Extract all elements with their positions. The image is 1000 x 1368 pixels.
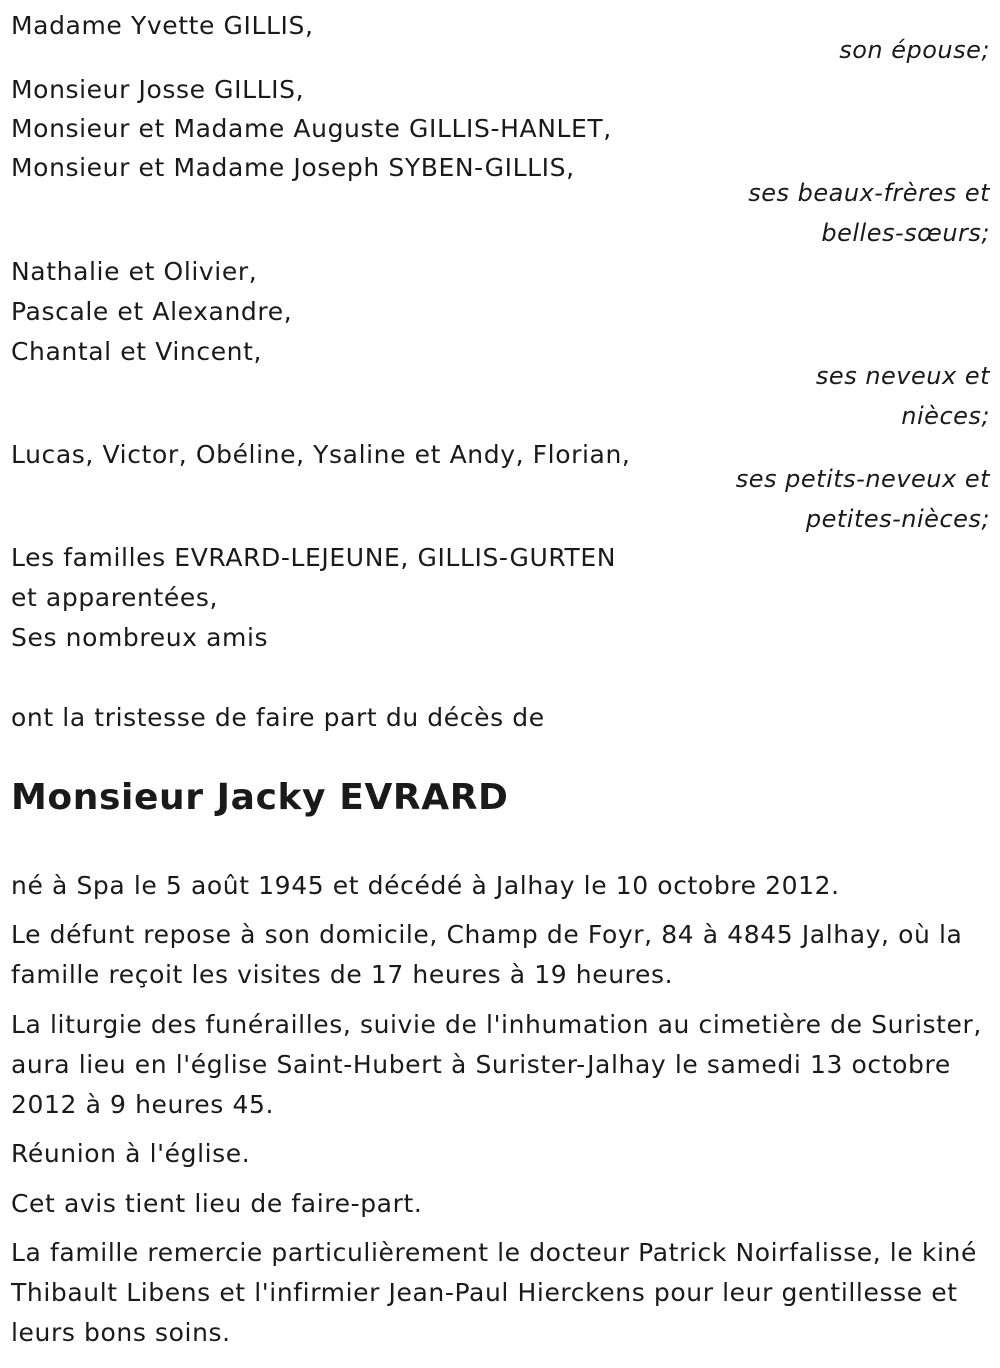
mourner-name: Monsieur et Madame Auguste GILLIS-HANLET, [11,114,612,143]
relation-label: ses beaux-frères et [748,179,990,207]
mourner-name: Chantal et Vincent, [11,337,263,366]
mourner-name: Lucas, Victor, Obéline, Ysaline et Andy, Florian, [11,440,631,469]
mourner-name: Ses nombreux amis [11,623,269,652]
mourner-name: et apparentées, [11,583,218,612]
birth-death-paragraph: né à Spa le 5 août 1945 et décédé à Jalhay le 10 octobre 2012. [11,871,840,900]
relation-label: belles-sœurs; [821,219,990,247]
notice-paragraph: Cet avis tient lieu de faire-part. [11,1189,423,1218]
mourner-name: Pascale et Alexandre, [11,297,293,326]
intro-text: ont la tristesse de faire part du décès de [11,703,545,732]
funeral-paragraph: La liturgie des funérailles, suivie de l'inhumation au cimetière de Surister, aura lieu en l'église Saint-Hubert à Surister-Jalhay le samedi 13 octobre 2012 à 9 heures 45. [11,1010,982,1119]
relation-label: petites-nièces; [805,505,990,533]
deceased-name: Monsieur Jacky EVRARD [11,777,509,818]
mourner-name: Madame Yvette GILLIS, [11,11,314,40]
relation-label: nièces; [901,402,990,430]
mourner-name: Les familles EVRARD-LEJEUNE, GILLIS-GURTEN [11,543,617,572]
thanks-paragraph: La famille remercie particulièrement le docteur Patrick Noirfalisse, le kiné Thibault Libens et l'infirmier Jean-Paul Hierckens pour leur gentillesse et leurs bons soins. [11,1238,977,1347]
visitation-paragraph: Le défunt repose à son domicile, Champ de Foyr, 84 à 4845 Jalhay, où la famille reçoit les visites de 17 heures à 19 heures. [11,920,963,989]
mourner-name: Nathalie et Olivier, [11,257,258,286]
relation-label: ses petits-neveux et [735,465,990,493]
mourner-name: Monsieur Josse GILLIS, [11,75,305,104]
meeting-paragraph: Réunion à l'église. [11,1139,251,1168]
mourner-name: Monsieur et Madame Joseph SYBEN-GILLIS, [11,153,575,182]
relation-label: ses neveux et [815,362,990,390]
relation-label: son épouse; [839,36,990,64]
